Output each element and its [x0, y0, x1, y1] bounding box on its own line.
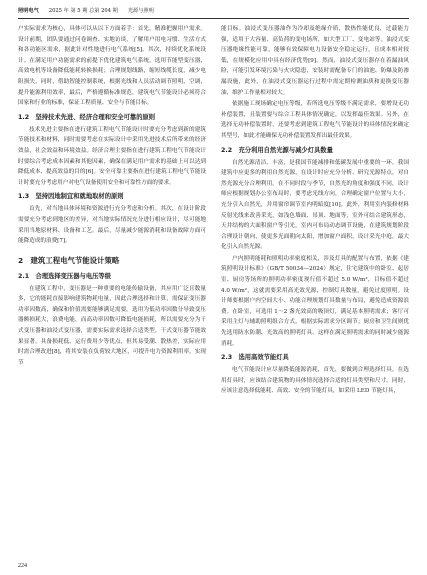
page-number: 224	[18, 563, 27, 569]
section-heading-2-1: 2.1 合理选择变压器与电压等级	[18, 272, 112, 280]
left-column	[18, 24, 206, 369]
paragraph: 户实际需求为核心，具体可以从以下方面着手：首先，精准把握用户需求。设计前期，团队要通过问卷调查、实地访谈，了解用户用电习惯、生活方式和各功能区需求，据此针对性地进行电气系统[5]。其次，持续优化系统设计。在满足用户功能需求的前提下优化建筑电气系统，选用节能型变压器、高效电机等设备降低能耗转换损耗；合理规划线路，缩短线缆长度，减少电阻损失。同时，借助智能控制系统，根据光线和人员活动调节照明、空调，提升能源利用效率，最后，严格遵循标准规范。建筑电气节能设计必须符合国家和行业的标准，保证工程质量、安全与节能目标。	[18, 26, 206, 107]
right-column	[221, 24, 409, 398]
section-heading-1-2: 1.2 坚持技术先进、经济合理和安全可靠的原则	[18, 113, 156, 121]
paragraph: 能目标。油浸式变压器油作为冷却及绝缘介质，散热性能优良，过载能力强，适用于大容量、高负荷的变电场所，如大型工厂、变电站等。油浸式变压器绝缘性能可靠，能够有效保障电力设备安全稳定运行，且成本相对较低，在规模化应用中具有经济优势[9]。然而，油浸式变压器存在着漏油风险，可能引发环境污染与火灾隐患，安装时需配备专门的油池、防爆及防渗漏设施，此外，在油浸式变压器运行过程中需定期检测油质和更换变压器油，维护工作量相对较大。	[221, 26, 409, 96]
paragraph: 技术先进主要指在进行建筑工程电气节能设计时要充分考虑到新的建筑节能技术和材料，同时需要考虑在实际设计中采用先进技术后所带来的经济效益，社会效益和环境效益。经济合理主要指在进行建筑工程电气节能设计时要综合考虑成本因素和其他因素，确保在满足用户需求的基础上可以达到降低成本、提高效益的目的[6]。安全可靠主要指在进行建筑工程电气节能设计时要充分考虑用户对电气设备使用安全和可靠性方面的要求。	[18, 126, 206, 186]
paragraph: 电气节能设计应尽量降低能源消耗，首先，要做到合理选择灯具，在选用灯具时，应该结合建筑物的具体情况选择合适的灯具类型和尺寸。同时，应该注意选择低能耗、高效、安全的节能灯具，如采用 LED 节能灯具，	[221, 367, 409, 395]
paragraph: 自然光源清洁、丰富，是我国节能减排和低碳发展中重要的一环，我国建筑中应更多的利用自然光源，在设计时应充分分析、研究光源特点，对自然光源充分合理利用。在不同时段与季节，自然光的角度和强度不同，设计师应根据规划办公室布局时，要考虑光线方向，合理确定窗户位置与大小，充分引入自然光，并用窗帘调节室内明暗度[10]。此外，利用室内装修材料反射光线来改善采光，如浅色墙面、吊顶、地面等，室外可结合建筑形态，天井结构的大面积窗户等引光，室内可布局动态调节设施，在建筑规划阶段合理设计朝向，使更多光面朝向太阳，增加窗户面积，设计采光中庭，最大化引入自然光源。	[221, 159, 409, 251]
section-heading-2: 2 建筑工程电气节能设计策略	[18, 255, 120, 265]
issue-info: 2025 年 第 5 期 总第 204 期	[48, 8, 118, 14]
section-heading-1-3: 1.3 坚持因地制宜和就地取材的原则	[18, 193, 124, 201]
paragraph: 在建筑工程中，变压器是一种重要的电能传输设备，其应用广泛且数量多，它的能耗直接影响建筑物耗电量，因此合理选择和计算，需保证变压器功率因数高，确保和价值需要能够满足需要。选用为低功率因数分导致变压器额损耗大，浪费电能，而高功率因数可降低电能损耗，所以需要充分为干式变压器和油浸式变压器，需要实际需求选择合适类型。干式变压器节能效果显著，具备损耗低、运行费用少等优点，但其易受潮、散热差，实际应用时需合理改进[8]，将其安装在负荷较大地区，可提升电力资源利用率，实现节	[18, 285, 206, 366]
section-name: 光源与照明	[127, 8, 154, 14]
section-heading-2-3: 2.3 选用高效节能灯具	[221, 354, 289, 362]
paragraph: 首先，对当地具体环境和资源进行充分考虑和分析。其次，在设计阶段需要充分考虑到地区的差异，对当地实际情况充分进行相应设计，尽可能地采用当地原材料、设备和工艺。最后，尽量减少能源消耗和设备故障方面可能降造成的浪费[7]。	[18, 206, 206, 245]
running-header	[18, 4, 409, 19]
journal-name: 照明电气	[18, 8, 39, 14]
section-heading-2-2: 2.2 充分利用自然光源与减少灯具数量	[221, 146, 333, 154]
paragraph: 依据施工现场确定电压等级，若所选电压等级不满足需求，要增设无功补偿装置，且装置要与综合工程具体情况确定，以发挥最佳效果。另外，在选择无功补偿装置时，还要考虑到建筑工程电气节能设计的具体情况来确定其型号，如此才能确保无功补偿装置发挥出最佳效果。	[221, 101, 409, 139]
paragraph: 户内照明能耗和照明功率密度相关，涉及灯具的配置与布置，依据《建筑照明设计标准》（GB/T 50034—2024）规定，住宅建筑中的卧室、起居室、厨房等场所的照明功率密度现行值不超过 5.0 W/m²，目标值不超过 4.0 W/m²，这就需要采用高光效光源，控制灯具数量，避免过度照明。设计师要根据户内空间大小、功能合理规划灯具数量与布局，避免造成资源浪费。在卧室，可选用 1～2 盏光效高的吸顶灯，满足基本照明需求；客厅可采用主灯与辅助照明组合方式，根据实际需求分区调节；厨房和卫生间则优先选用防水防潮、光效高的照明灯具。这样在满足照明需求的同时减少能源消耗。	[221, 255, 409, 347]
